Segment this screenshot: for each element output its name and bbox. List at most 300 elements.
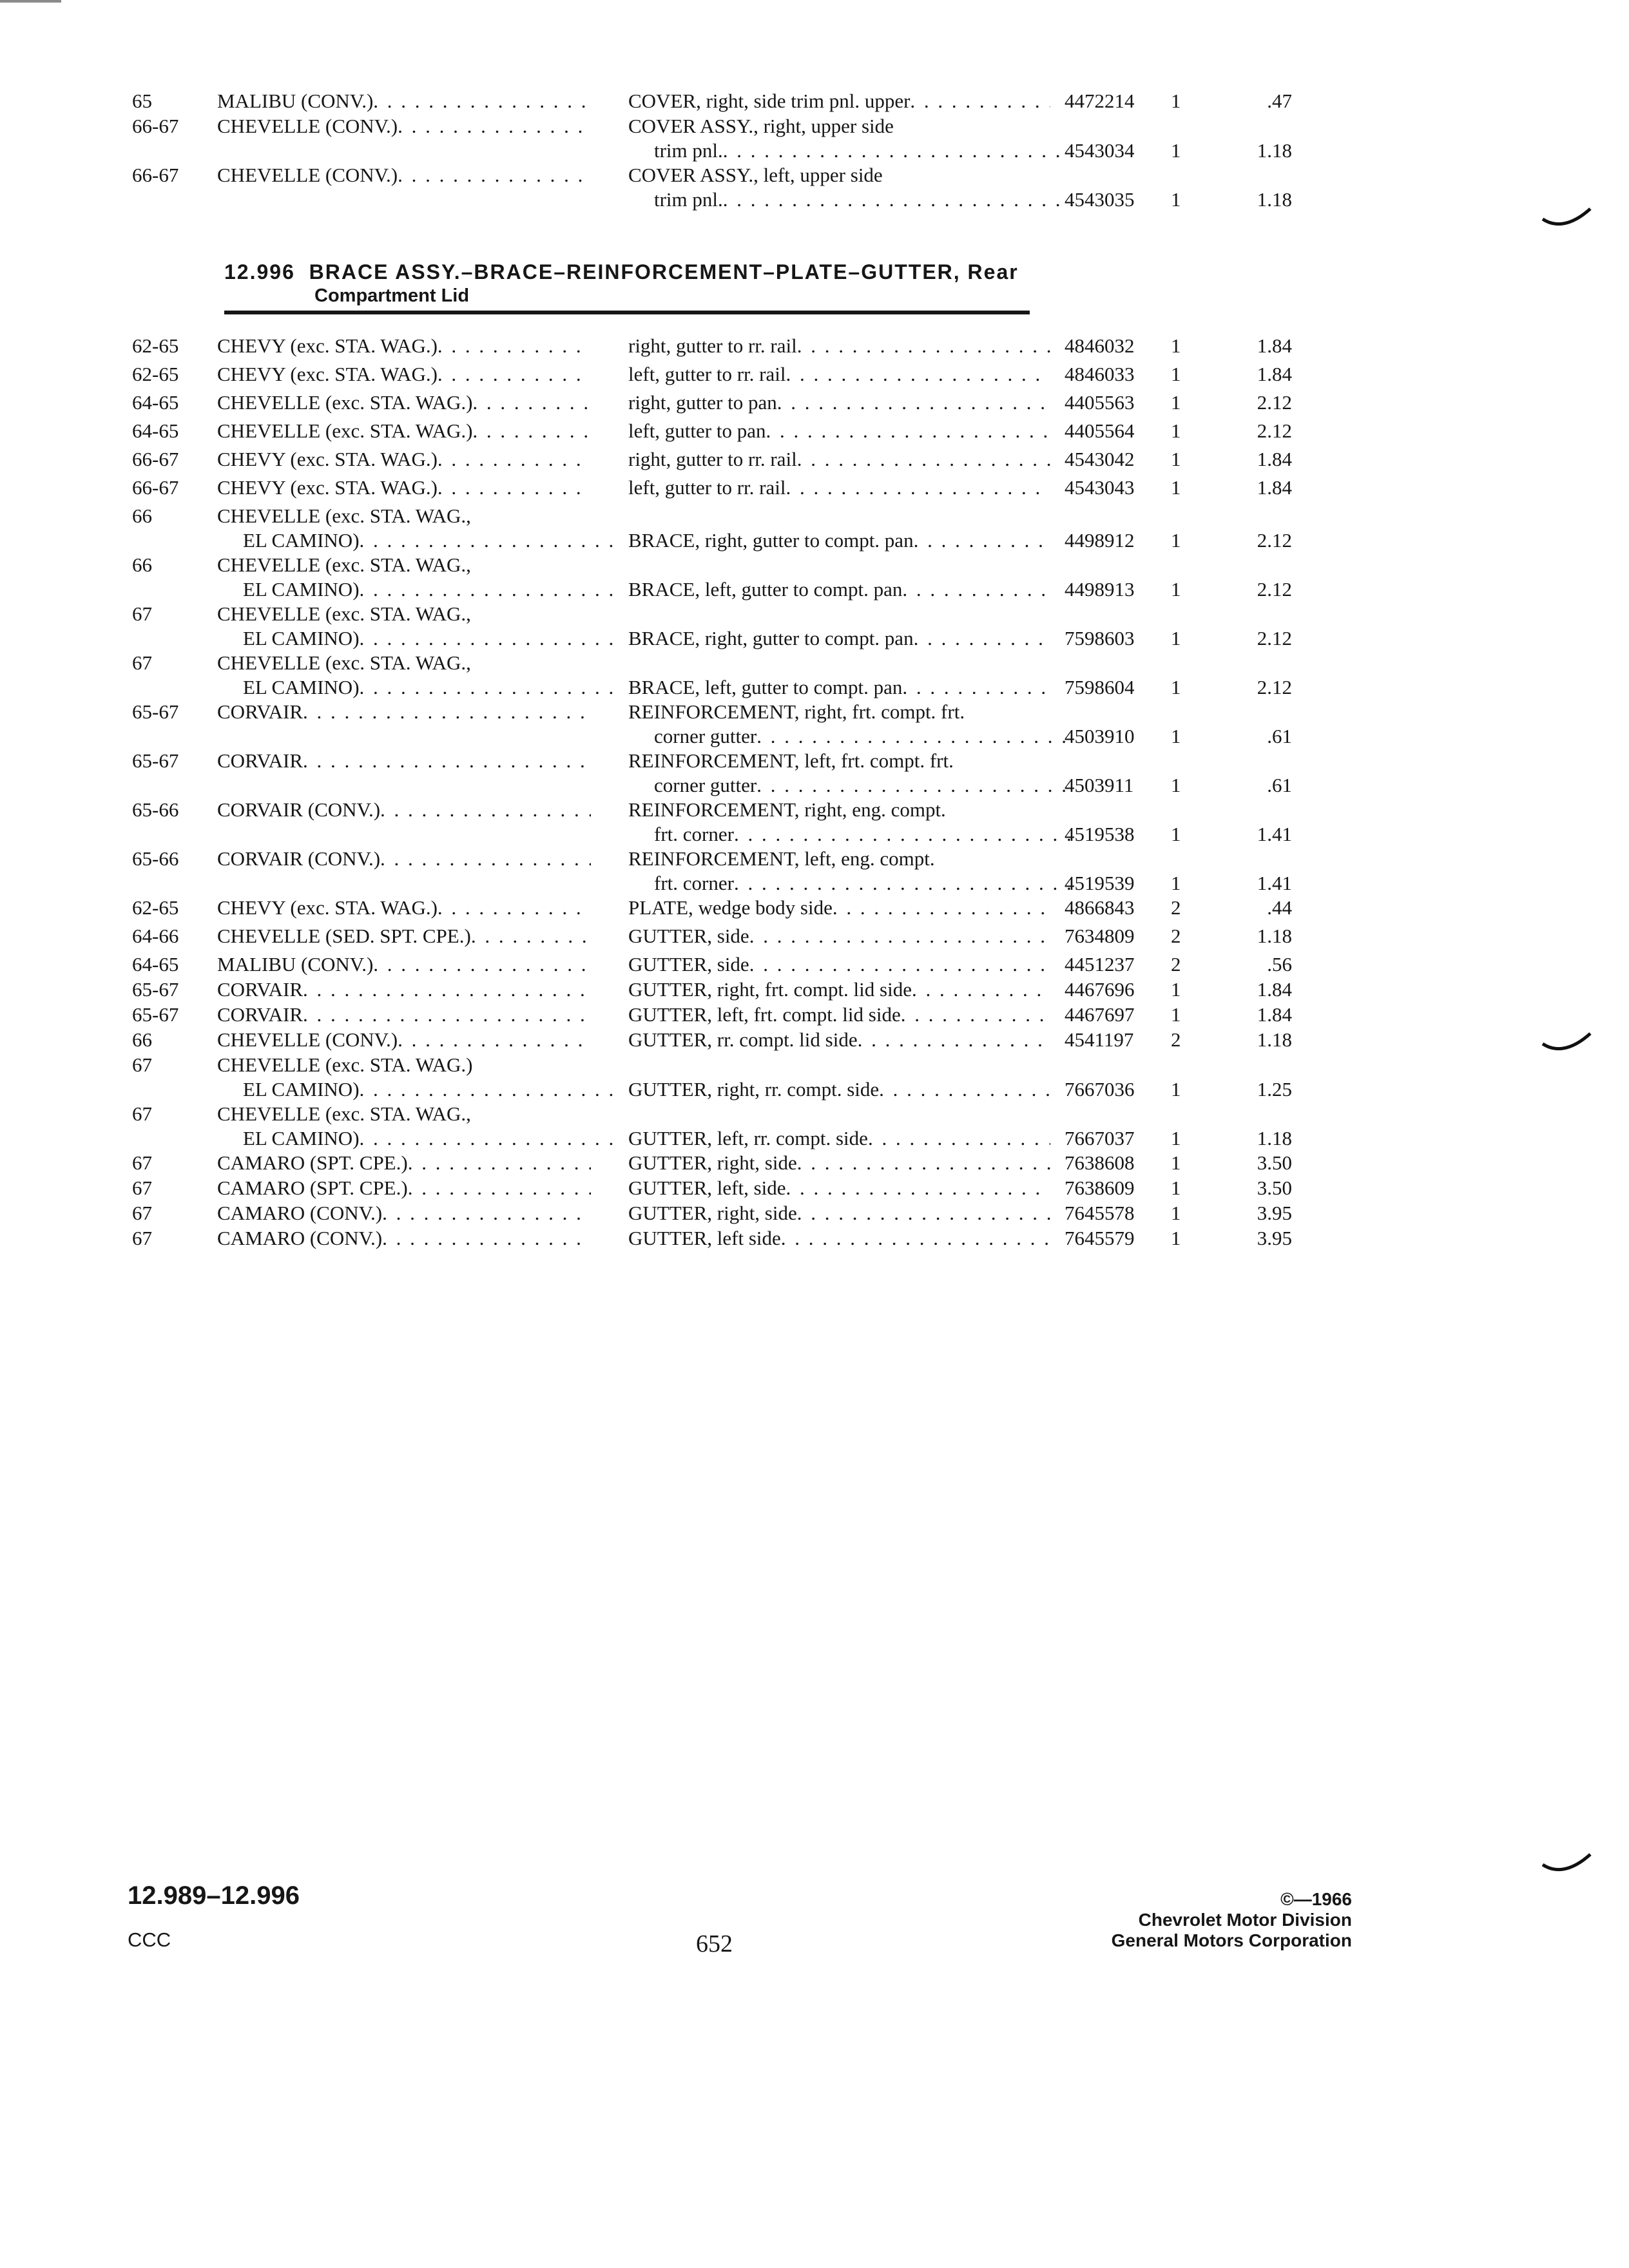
- dot-leader: [902, 577, 1050, 602]
- dot-leader: [382, 1226, 591, 1251]
- part-description: [628, 447, 1050, 472]
- model-name-text: CORVAIR: [217, 978, 304, 1001]
- dot-leader: [910, 89, 1050, 113]
- model-name: [217, 476, 591, 500]
- list-price: 1.84: [1257, 476, 1292, 499]
- list-price: .47: [1267, 90, 1292, 112]
- quantity: 1: [1171, 476, 1181, 499]
- quantity: 1: [1171, 978, 1181, 1001]
- model-name-text: CAMARO (CONV.): [217, 1227, 383, 1249]
- dot-leader: [398, 1028, 591, 1052]
- scan-edge-line: [0, 0, 61, 3]
- part-description: [628, 419, 1050, 443]
- part-description: [628, 89, 1050, 113]
- quantity: 1: [1171, 363, 1181, 385]
- list-price: 1.84: [1257, 448, 1292, 470]
- dot-leader: [438, 476, 591, 500]
- part-description-text: BRACE, left, gutter to compt. pan: [628, 676, 903, 698]
- list-price: .44: [1267, 896, 1292, 919]
- dot-leader: [757, 724, 1076, 749]
- section-number: 12.996: [224, 260, 295, 284]
- section-title: [224, 259, 1030, 285]
- table-row: [132, 1003, 1292, 1028]
- model-year: 66: [132, 1028, 152, 1051]
- part-number: 4467696: [1065, 978, 1135, 1001]
- model-name: [217, 847, 591, 871]
- dot-leader: [380, 847, 591, 871]
- model-name: [217, 626, 617, 651]
- quantity: 1: [1171, 1227, 1181, 1249]
- table-row: [132, 1053, 1292, 1102]
- dot-leader: [797, 447, 1050, 472]
- dot-leader: [398, 163, 591, 187]
- footer-publisher: [1112, 1889, 1352, 1951]
- part-description-text: GUTTER, right, rr. compt. side: [628, 1078, 880, 1100]
- list-price: 1.18: [1257, 925, 1292, 947]
- part-number: 4519539: [1065, 872, 1135, 894]
- model-name-text: CORVAIR: [217, 749, 304, 772]
- part-description: [628, 952, 1050, 977]
- model-name: [217, 447, 591, 472]
- model-name-text: CHEVY (exc. STA. WAG.): [217, 334, 438, 357]
- model-name-text: CORVAIR: [217, 700, 304, 723]
- model-name: CHEVELLE (exc. STA. WAG.,: [217, 602, 471, 625]
- dot-leader: [749, 952, 1050, 977]
- dot-leader: [786, 1176, 1050, 1200]
- quantity: 1: [1171, 90, 1181, 112]
- list-price: 1.41: [1257, 872, 1292, 894]
- model-name: [217, 419, 591, 443]
- quantity: 1: [1171, 391, 1181, 414]
- model-name: [217, 362, 591, 387]
- model-name: [217, 114, 591, 139]
- dot-leader: [797, 1151, 1050, 1175]
- quantity: 1: [1171, 578, 1181, 601]
- part-description-text: GUTTER, right, side: [628, 1202, 797, 1224]
- model-year: 64-66: [132, 925, 179, 947]
- model-name-text: MALIBU (CONV.): [217, 90, 374, 112]
- dot-leader: [472, 390, 591, 415]
- section-rule: [224, 311, 1030, 314]
- quantity: 1: [1171, 139, 1181, 162]
- model-name: [217, 977, 591, 1002]
- parts-table-continued: [132, 89, 1292, 212]
- model-name-text: CHEVELLE (CONV.): [217, 1028, 398, 1051]
- table-row: [132, 700, 1292, 749]
- part-description: [628, 675, 1050, 700]
- model-name-text: MALIBU (CONV.): [217, 953, 374, 975]
- part-description-text: GUTTER, right, side: [628, 1151, 797, 1174]
- part-description-text: BRACE, right, gutter to compt. pan: [628, 627, 914, 649]
- part-number: 4543035: [1065, 188, 1135, 211]
- part-description: [628, 773, 1076, 798]
- model-year: 66: [132, 505, 152, 527]
- part-number: 4846033: [1065, 363, 1135, 385]
- model-name: [217, 1126, 617, 1151]
- page-number: 652: [696, 1930, 733, 1957]
- quantity: 1: [1171, 1127, 1181, 1149]
- part-number: 4405563: [1065, 391, 1135, 414]
- dot-leader: [360, 577, 617, 602]
- part-description-text: corner gutter: [654, 725, 757, 747]
- section-subtitle: Compartment Lid: [314, 285, 470, 306]
- table-row: [132, 89, 1292, 114]
- model-name-text: EL CAMINO): [243, 578, 360, 601]
- list-price: 1.84: [1257, 1003, 1292, 1026]
- list-price: 1.84: [1257, 978, 1292, 1001]
- table-row: [132, 504, 1292, 553]
- part-description-text: trim pnl.: [654, 139, 723, 162]
- part-description-text: frt. corner: [654, 872, 734, 894]
- dot-leader: [797, 334, 1050, 358]
- part-description: [628, 1201, 1050, 1225]
- dot-leader: [472, 419, 591, 443]
- model-name: [217, 528, 617, 553]
- dot-leader: [912, 977, 1050, 1002]
- part-description: [628, 1077, 1050, 1102]
- section-title-text: BRACE ASSY.–BRACE–REINFORCEMENT–PLATE–GUTTER, Rear: [309, 260, 1019, 284]
- model-name-text: CAMARO (SPT. CPE.): [217, 1177, 408, 1199]
- model-year: 64-65: [132, 419, 179, 442]
- dot-leader: [797, 1201, 1050, 1225]
- list-price: 1.84: [1257, 363, 1292, 385]
- dot-leader: [303, 749, 591, 773]
- part-description: [628, 1176, 1050, 1200]
- table-row: [132, 896, 1292, 924]
- quantity: 1: [1171, 627, 1181, 649]
- list-price: 2.12: [1257, 676, 1292, 698]
- part-description-text: GUTTER, left side: [628, 1227, 781, 1249]
- footer-left: [128, 1881, 300, 1952]
- list-price: 1.18: [1257, 1028, 1292, 1051]
- dot-leader: [777, 390, 1050, 415]
- model-name-text: CORVAIR (CONV.): [217, 798, 381, 821]
- model-name: CHEVELLE (exc. STA. WAG.,: [217, 553, 471, 576]
- model-name: [217, 390, 591, 415]
- model-year: 65-67: [132, 749, 179, 772]
- quantity: 2: [1171, 925, 1181, 947]
- dot-leader: [786, 362, 1050, 387]
- model-name: [217, 896, 591, 920]
- quantity: 1: [1171, 334, 1181, 357]
- dot-leader: [408, 1176, 591, 1200]
- part-description: [628, 577, 1050, 602]
- model-name-text: CHEVY (exc. STA. WAG.): [217, 476, 438, 499]
- part-number: 4451237: [1065, 953, 1135, 975]
- model-name: [217, 1226, 591, 1251]
- table-row: [132, 362, 1292, 390]
- list-price: 1.18: [1257, 188, 1292, 211]
- dot-leader: [723, 139, 1076, 163]
- part-number: 7638608: [1065, 1151, 1135, 1174]
- table-row: [132, 390, 1292, 419]
- part-number: 7638609: [1065, 1177, 1135, 1199]
- dot-leader: [757, 773, 1076, 798]
- dot-leader: [438, 334, 591, 358]
- quantity: 1: [1171, 529, 1181, 552]
- footer-section-range: 12.989–12.996: [128, 1881, 300, 1910]
- part-description: [628, 896, 1050, 920]
- part-description: [628, 187, 1076, 212]
- dot-leader: [723, 187, 1076, 212]
- part-description-text: COVER, right, side trim pnl. upper: [628, 90, 911, 112]
- model-name-text: CORVAIR: [217, 1003, 304, 1026]
- part-description: REINFORCEMENT, left, frt. compt. frt.: [628, 749, 954, 772]
- model-name-text: CHEVY (exc. STA. WAG.): [217, 448, 438, 470]
- part-number: 4472214: [1065, 90, 1135, 112]
- part-number: 7645578: [1065, 1202, 1135, 1224]
- part-description-text: corner gutter: [654, 774, 757, 796]
- dot-leader: [914, 626, 1050, 651]
- part-number: 4519538: [1065, 823, 1135, 845]
- dot-leader: [471, 924, 591, 948]
- part-number: 4543043: [1065, 476, 1135, 499]
- part-number: 4498912: [1065, 529, 1135, 552]
- part-number: 4503911: [1065, 774, 1134, 796]
- part-description-text: GUTTER, right, frt. compt. lid side: [628, 978, 912, 1001]
- part-description: [628, 924, 1050, 948]
- section-header: [224, 259, 1030, 314]
- model-year: 62-65: [132, 334, 179, 357]
- quantity: 1: [1171, 1177, 1181, 1199]
- part-description: REINFORCEMENT, right, eng. compt.: [628, 798, 946, 821]
- dot-leader: [303, 700, 591, 724]
- part-description-text: PLATE, wedge body side: [628, 896, 833, 919]
- part-description: [628, 528, 1050, 553]
- table-row: [132, 1102, 1292, 1151]
- part-number: 7667037: [1065, 1127, 1135, 1149]
- model-name-text: CORVAIR (CONV.): [217, 847, 381, 870]
- model-year: 66: [132, 553, 152, 576]
- part-description: [628, 1028, 1050, 1052]
- check-mark-icon: [1541, 205, 1593, 231]
- dot-leader: [868, 1126, 1050, 1151]
- check-mark-icon: [1541, 1850, 1593, 1876]
- model-year: 67: [132, 1053, 152, 1076]
- corporation-name: General Motors Corporation: [1111, 1930, 1352, 1950]
- part-description-text: GUTTER, left, frt. compt. lid side: [628, 1003, 901, 1026]
- model-year: 67: [132, 602, 152, 625]
- model-year: 67: [132, 1102, 152, 1125]
- model-name-text: CHEVY (exc. STA. WAG.): [217, 363, 438, 385]
- part-description-text: GUTTER, side: [628, 925, 749, 947]
- dot-leader: [360, 1077, 617, 1102]
- model-name-text: EL CAMINO): [243, 1078, 360, 1100]
- model-name: [217, 952, 591, 977]
- check-mark-icon: [1541, 1030, 1593, 1055]
- dot-leader: [902, 675, 1050, 700]
- model-year: 65-66: [132, 798, 179, 821]
- dot-leader: [438, 362, 591, 387]
- part-number: 4543034: [1065, 139, 1135, 162]
- model-name: [217, 798, 591, 822]
- quantity: 1: [1171, 725, 1181, 747]
- model-name-text: EL CAMINO): [243, 676, 360, 698]
- model-year: 64-65: [132, 391, 179, 414]
- parts-table: [132, 334, 1292, 1251]
- table-row: [132, 798, 1292, 847]
- dot-leader: [833, 896, 1050, 920]
- list-price: 1.18: [1257, 1127, 1292, 1149]
- table-row: [132, 334, 1292, 362]
- model-name-text: CHEVELLE (SED. SPT. CPE.): [217, 925, 471, 947]
- model-name-text: EL CAMINO): [243, 627, 360, 649]
- dot-leader: [382, 1201, 591, 1225]
- model-year: 62-65: [132, 896, 179, 919]
- dot-leader: [408, 1151, 591, 1175]
- model-year: 65-66: [132, 847, 179, 870]
- dot-leader: [360, 675, 617, 700]
- dot-leader: [749, 924, 1050, 948]
- list-price: 2.12: [1257, 529, 1292, 552]
- table-row: [132, 1151, 1292, 1176]
- part-number: 7645579: [1065, 1227, 1135, 1249]
- table-row: [132, 602, 1292, 651]
- part-description-text: left, gutter to pan: [628, 419, 766, 442]
- quantity: 1: [1171, 774, 1181, 796]
- dot-leader: [303, 1003, 591, 1027]
- part-description: [628, 1151, 1050, 1175]
- quantity: 1: [1171, 872, 1181, 894]
- quantity: 1: [1171, 1078, 1181, 1100]
- part-description-text: BRACE, left, gutter to compt. pan: [628, 578, 903, 601]
- model-name: [217, 1151, 591, 1175]
- list-price: .61: [1267, 774, 1292, 796]
- model-year: 67: [132, 1202, 152, 1224]
- dot-leader: [398, 114, 591, 139]
- dot-leader: [901, 1003, 1050, 1027]
- model-name: [217, 1003, 591, 1027]
- model-name: [217, 1077, 617, 1102]
- part-description: [628, 626, 1050, 651]
- model-year: 65-67: [132, 978, 179, 1001]
- part-description-text: GUTTER, side: [628, 953, 749, 975]
- model-name-text: CHEVELLE (CONV.): [217, 115, 398, 137]
- table-row: [132, 114, 1292, 163]
- model-year: 67: [132, 651, 152, 674]
- division-name: Chevrolet Motor Division: [1138, 1910, 1352, 1930]
- model-name-text: EL CAMINO): [243, 529, 360, 552]
- model-year: 66-67: [132, 448, 179, 470]
- quantity: 2: [1171, 1028, 1181, 1051]
- model-year: 67: [132, 1177, 152, 1199]
- list-price: 1.25: [1257, 1078, 1292, 1100]
- part-number: 4498913: [1065, 578, 1135, 601]
- dot-leader: [373, 89, 591, 113]
- part-number: 4503910: [1065, 725, 1135, 747]
- list-price: 2.12: [1257, 627, 1292, 649]
- model-year: 64-65: [132, 953, 179, 975]
- part-description: REINFORCEMENT, left, eng. compt.: [628, 847, 935, 870]
- part-description-text: GUTTER, left, side: [628, 1177, 786, 1199]
- dot-leader: [766, 419, 1051, 443]
- model-name: CHEVELLE (exc. STA. WAG.,: [217, 651, 471, 674]
- model-name: [217, 749, 591, 773]
- model-name: CHEVELLE (exc. STA. WAG.,: [217, 1102, 471, 1125]
- part-number: 7598603: [1065, 627, 1135, 649]
- list-price: 1.18: [1257, 139, 1292, 162]
- dot-leader: [360, 1126, 617, 1151]
- list-price: 2.12: [1257, 391, 1292, 414]
- model-year: 66-67: [132, 164, 179, 186]
- part-number: 4543042: [1065, 448, 1135, 470]
- dot-leader: [373, 952, 591, 977]
- table-row: [132, 847, 1292, 896]
- table-row: [132, 1226, 1292, 1251]
- part-description: [628, 822, 1076, 847]
- part-description: [628, 362, 1050, 387]
- dot-leader: [360, 528, 617, 553]
- table-row: [132, 977, 1292, 1003]
- model-name: [217, 577, 617, 602]
- part-description-text: right, gutter to pan: [628, 391, 777, 414]
- model-year: 62-65: [132, 363, 179, 385]
- quantity: 1: [1171, 823, 1181, 845]
- model-year: 65-67: [132, 1003, 179, 1026]
- part-description-text: BRACE, right, gutter to compt. pan: [628, 529, 914, 552]
- model-name: [217, 89, 591, 113]
- model-year: 66-67: [132, 115, 179, 137]
- list-price: 3.50: [1257, 1151, 1292, 1174]
- part-number: 4846032: [1065, 334, 1135, 357]
- table-row: [132, 447, 1292, 476]
- table-row: [132, 476, 1292, 504]
- dot-leader: [438, 896, 591, 920]
- quantity: 2: [1171, 896, 1181, 919]
- part-description: [628, 1226, 1050, 1251]
- dot-leader: [734, 822, 1076, 847]
- list-price: 3.95: [1257, 1227, 1292, 1249]
- table-row: [132, 1028, 1292, 1053]
- part-description: COVER ASSY., left, upper side: [628, 164, 883, 186]
- model-name-text: CHEVELLE (CONV.): [217, 164, 398, 186]
- part-description: [628, 977, 1050, 1002]
- table-row: [132, 553, 1292, 602]
- part-number: 4541197: [1065, 1028, 1134, 1051]
- model-name-text: CHEVELLE (exc. STA. WAG.): [217, 419, 473, 442]
- part-number: 7598604: [1065, 676, 1135, 698]
- part-description: REINFORCEMENT, right, frt. compt. frt.: [628, 700, 965, 723]
- model-name: [217, 675, 617, 700]
- part-number: 4866843: [1065, 896, 1135, 919]
- model-year: 65-67: [132, 700, 179, 723]
- part-description-text: GUTTER, left, rr. compt. side: [628, 1127, 868, 1149]
- part-description-text: right, gutter to rr. rail: [628, 334, 797, 357]
- model-name-text: EL CAMINO): [243, 1127, 360, 1149]
- quantity: 1: [1171, 1151, 1181, 1174]
- part-number: 7634809: [1065, 925, 1135, 947]
- quantity: 1: [1171, 448, 1181, 470]
- model-name: CHEVELLE (exc. STA. WAG.,: [217, 505, 471, 527]
- list-price: 1.84: [1257, 334, 1292, 357]
- model-name-text: CHEVY (exc. STA. WAG.): [217, 896, 438, 919]
- part-description: [628, 139, 1076, 163]
- model-name: [217, 334, 591, 358]
- quantity: 1: [1171, 1003, 1181, 1026]
- quantity: 1: [1171, 188, 1181, 211]
- model-name-text: CAMARO (SPT. CPE.): [217, 1151, 408, 1174]
- quantity: 1: [1171, 419, 1181, 442]
- part-description: [628, 390, 1050, 415]
- part-number: 7667036: [1065, 1078, 1135, 1100]
- table-row: [132, 651, 1292, 700]
- part-description-text: GUTTER, rr. compt. lid side: [628, 1028, 858, 1051]
- model-name: [217, 924, 591, 948]
- list-price: 3.50: [1257, 1177, 1292, 1199]
- model-name-text: CAMARO (CONV.): [217, 1202, 383, 1224]
- model-name: [217, 1028, 591, 1052]
- quantity: 1: [1171, 676, 1181, 698]
